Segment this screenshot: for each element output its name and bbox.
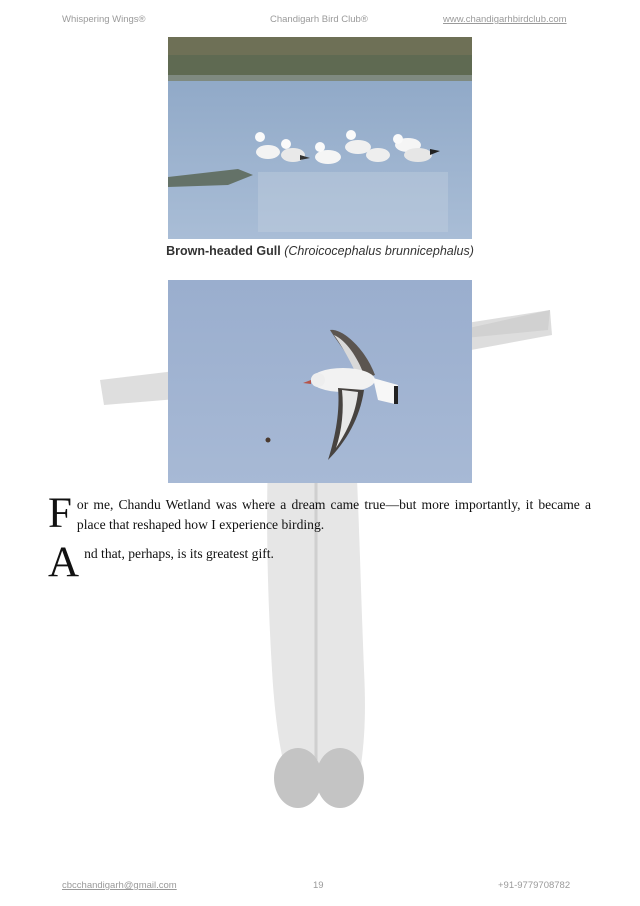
header-website-link[interactable]: www.chandigarhbirdclub.com [443,14,567,25]
footer-email-link[interactable]: cbcchandigarh@gmail.com [62,880,177,891]
caption-common-name: Brown-headed Gull [166,244,281,258]
header-club-name: Chandigarh Bird Club® [270,14,368,25]
paragraph-2-text: nd that, perhaps, is its greatest gift. [84,546,274,561]
header-publication-name: Whispering Wings® [62,14,146,25]
paragraph-1-dropcap: F [48,490,72,537]
paragraph-2-dropcap: A [48,539,80,586]
gull-flight-photo [168,280,472,483]
gulls-standing-photo [168,37,472,239]
photo-caption [0,244,640,258]
caption-scientific-name: (Chroicocephalus brunnicephalus) [284,244,474,258]
paragraph-1 [48,490,591,537]
paragraph-1-text: or me, Chandu Wetland was where a dream came true—but more importantly, it became a place that reshaped how I experience birding. [76,497,591,532]
paragraph-2 [48,539,591,586]
footer-phone: +91-9779708782 [498,880,571,891]
page-number: 19 [313,880,324,891]
